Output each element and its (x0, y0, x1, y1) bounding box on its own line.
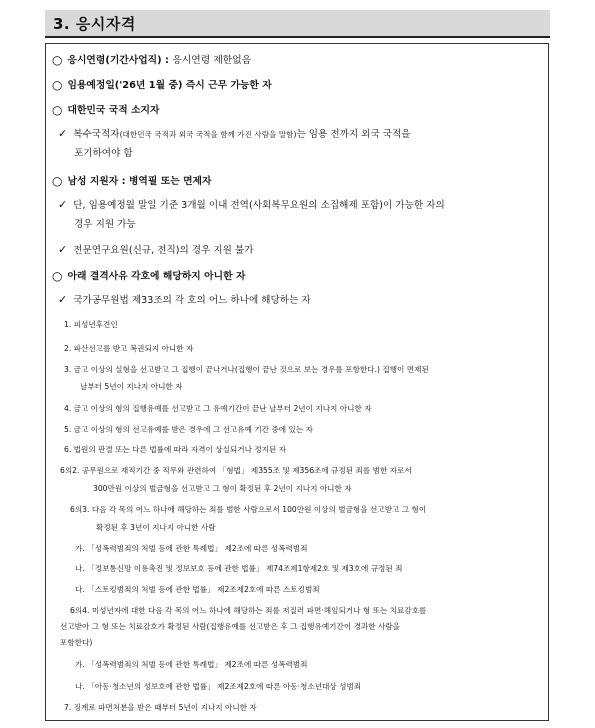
dual-text-c: 는 임용 전까지 외국 국적을 (296, 129, 411, 140)
military-note-2 (58, 243, 254, 258)
sub-list-item: 나. 「정보통신망 이용촉진 및 정보보호 등에 관한 법률」 제74조제1항제2호 및 제3호에 규정된 죄 (75, 564, 403, 573)
list-item-cont: 300만원 이상의 벌금형을 선고받고 그 형이 확정된 후 2년이 지나지 아니한 자 (93, 484, 352, 493)
circle-icon: ○ (52, 78, 63, 92)
military-requirement (52, 173, 212, 189)
list-item: 6의3. 다음 각 목의 어느 하나에 해당하는 죄를 범한 사람으로서 100만원 이상의 벌금형을 선고받고 그 형이 (70, 505, 427, 514)
disqualification-note-text: 국가공무원법 제33조의 각 호의 어느 하나에 해당하는 자 (73, 295, 311, 306)
section-title: 3. 응시자격 (53, 15, 136, 33)
list-item: 6의4. 미성년자에 대한 다음 각 목의 어느 하나에 해당하는 죄를 저질러 파면·해임되거나 형 또는 치료감호를 (70, 606, 427, 615)
military-note-1-cont: 경우 지원 가능 (74, 219, 136, 230)
list-item: 5. 금고 이상의 형의 선고유예를 받은 경우에 그 선고유예 기간 중에 있는 자 (64, 425, 313, 434)
list-item: 6의2. 공무원으로 재직기간 중 직무와 관련하여 「형법」 제355조 및 제356조에 규정된 죄를 범한 자로서 (60, 466, 412, 475)
hire-requirement (52, 77, 272, 93)
hire-heading: 임용예정일('26년 1월 중) 즉시 근무 가능한 자 (67, 80, 272, 91)
check-icon: ✓ (58, 198, 68, 211)
list-item: 2. 파산선고를 받고 복권되지 아니한 자 (64, 344, 194, 353)
military-note-1-text: 단, 임용예정월 말일 기준 3개월 이내 전역(사회복무요원의 소집해제 포함)이 가능한 자의 (73, 200, 445, 211)
military-note-2-text: 전문연구요원(신규, 전직)의 경우 지원 불가 (73, 245, 254, 256)
dual-nationality-note (58, 127, 411, 142)
disqualification-requirement (52, 268, 245, 284)
check-icon: ✓ (58, 127, 68, 140)
list-item: 3. 금고 이상의 실형을 선고받고 그 집행이 끝나거나(집행이 끝난 것으로 보는 경우를 포함한다.) 집행이 면제된 (64, 365, 429, 374)
circle-icon: ○ (52, 269, 63, 283)
dual-text-b: (대한민국 국적과 외국 국적을 함께 가진 사람을 말함) (119, 130, 297, 139)
list-item: 1. 피성년후견인 (64, 320, 118, 329)
list-item-cont: 날부터 5년이 지나지 아니한 자 (80, 382, 183, 391)
military-note-1 (58, 198, 445, 213)
list-item-cont: 포함한다) (60, 638, 93, 647)
dual-text-a: 복수국적자 (73, 129, 120, 140)
list-item-cont: 확정된 후 3년이 지나지 아니한 사람 (96, 523, 216, 532)
disqualification-note (58, 293, 311, 308)
age-heading: 응시연령(기간사업직) : (67, 55, 169, 66)
age-requirement (52, 52, 251, 68)
military-heading: 남성 지원자 : 병역필 또는 면제자 (67, 176, 212, 187)
sub-list-item: 가. 「성폭력범죄의 처벌 등에 관한 특례법」 제2조에 따른 성폭력범죄 (75, 544, 308, 553)
circle-icon: ○ (52, 174, 63, 188)
nationality-requirement (52, 102, 159, 118)
sub-list-item: 나. 「아동·청소년의 성보호에 관한 법률」 제2조제2호에 따른 아동·청소년대상 성범죄 (75, 682, 362, 691)
check-icon: ✓ (58, 243, 68, 256)
list-item: 4. 금고 이상의 형의 집행유예를 선고받고 그 유예기간이 끝난 날부터 2년이 지나지 아니한 자 (64, 404, 372, 413)
list-item: 7. 징계로 파면처분을 받은 때부터 5년이 지나지 아니한 자 (64, 703, 257, 712)
sub-list-item: 가. 「성폭력범죄의 처벌 등에 관한 특례법」 제2조에 따른 성폭력범죄 (75, 660, 308, 669)
list-item-cont: 선고받아 그 형 또는 치료감호가 확정된 사람(집행유예를 선고받은 후 그 집행유예기간이 경과한 사람을 (60, 622, 401, 631)
check-icon: ✓ (58, 293, 68, 306)
nationality-heading: 대한민국 국적 소지자 (67, 105, 160, 116)
circle-icon: ○ (52, 53, 63, 67)
list-item: 6. 법원의 판결 또는 다른 법률에 따라 자격이 상실되거나 정지된 자 (64, 445, 287, 454)
sub-list-item: 다. 「스토킹범죄의 처벌 등에 관한 법률」 제2조제2호에 따른 스토킹범죄 (75, 585, 320, 594)
section-header (45, 10, 550, 38)
age-text: 응시연령 제한없음 (172, 55, 252, 66)
dual-nationality-cont: 포기하여야 함 (74, 148, 133, 159)
circle-icon: ○ (52, 103, 63, 117)
disqualification-heading: 아래 결격사유 각호에 해당하지 아니한 자 (67, 271, 246, 282)
